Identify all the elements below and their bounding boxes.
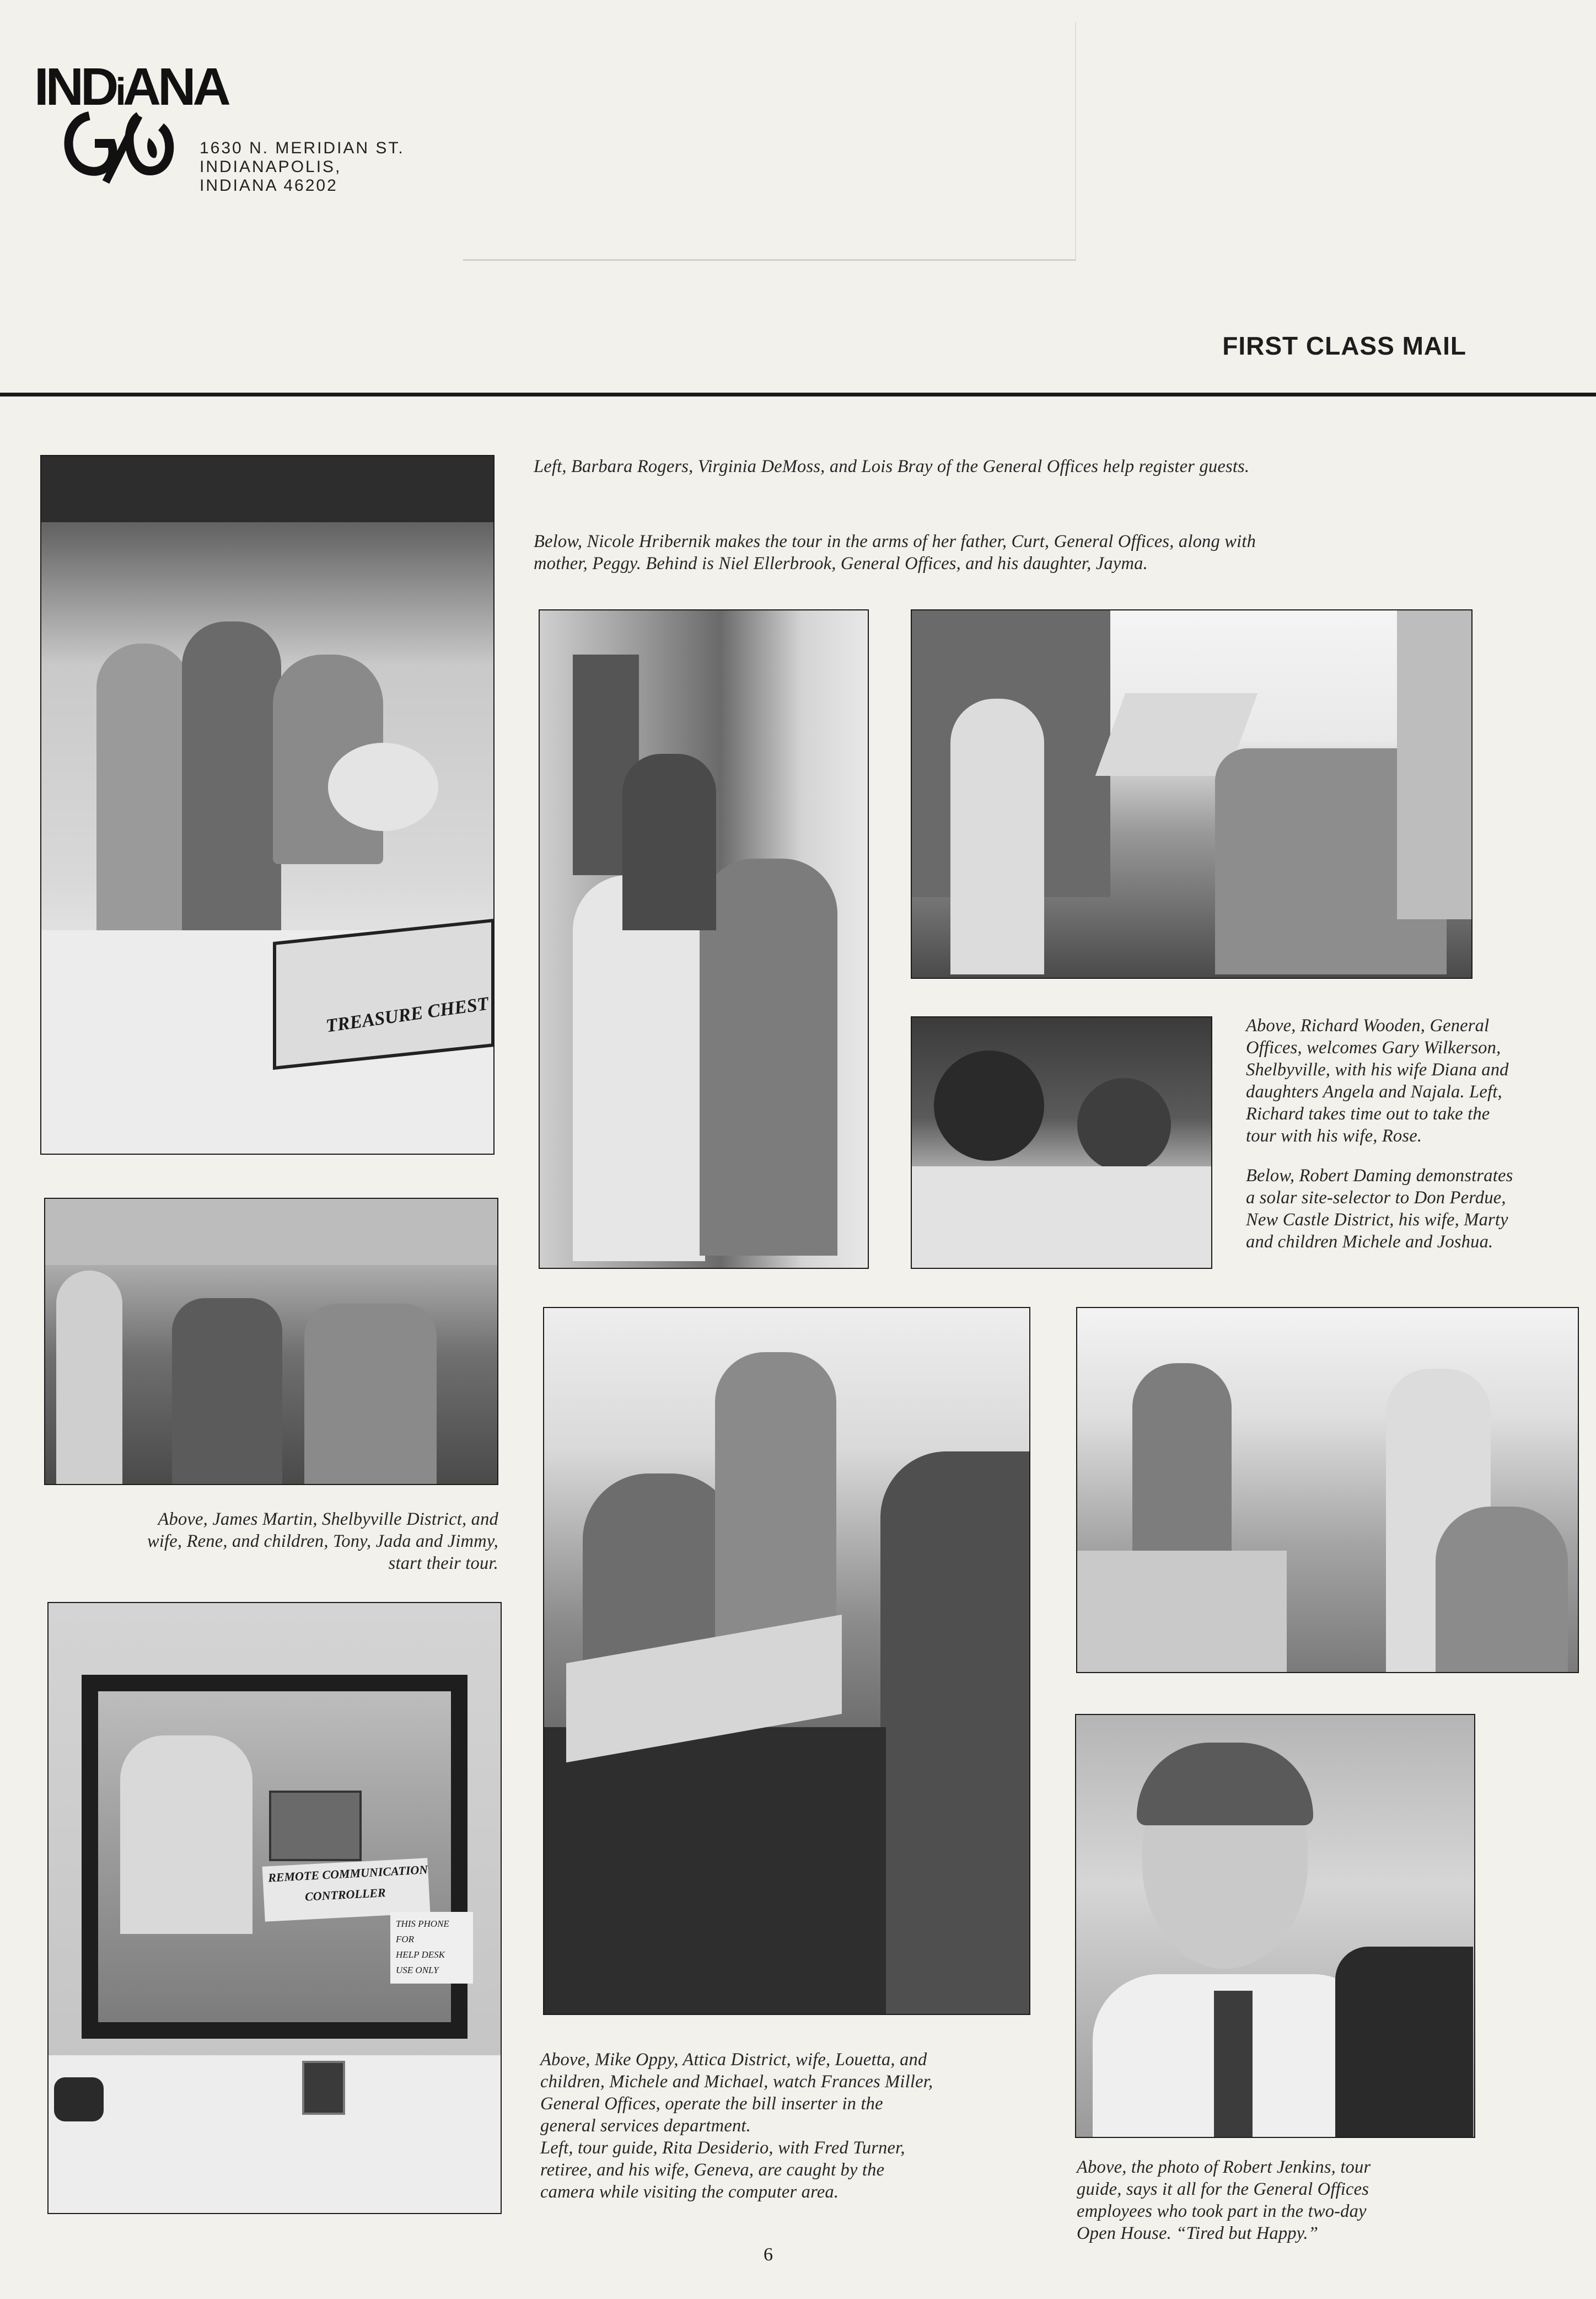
photo-registration-desk bbox=[40, 455, 495, 1155]
desk bbox=[1077, 1551, 1287, 1672]
photo-computer-area bbox=[47, 1602, 502, 2214]
caption-line: start their tour. bbox=[388, 1553, 498, 1573]
portrait-hair bbox=[1137, 1743, 1313, 1825]
photo-wooden-couple bbox=[911, 1016, 1212, 1269]
caption-martin bbox=[44, 1508, 498, 1574]
note-line: THIS PHONE bbox=[396, 1918, 449, 1929]
address-line-3: INDIANA 46202 bbox=[200, 176, 338, 195]
caption-wooden bbox=[1246, 1015, 1509, 1147]
telephone-icon bbox=[54, 2077, 104, 2121]
caption-daming bbox=[1246, 1165, 1513, 1253]
logo-indiana: INDiANA bbox=[34, 57, 228, 116]
treasure-chest-label: TREASURE CHEST bbox=[324, 993, 490, 1037]
caption-line: camera while visiting the computer area. bbox=[540, 2182, 839, 2202]
caption-line: New Castle District, his wife, Marty bbox=[1246, 1210, 1508, 1230]
flower-bouquet bbox=[328, 743, 438, 831]
person-head bbox=[1077, 1078, 1171, 1172]
caption-line: and children Michele and Joshua. bbox=[1246, 1232, 1493, 1252]
caption-line: wife, Rene, and children, Tony, Jada and Jimmy, bbox=[147, 1531, 498, 1551]
person-figure bbox=[304, 1304, 437, 1484]
caption-line: Above, James Martin, Shelbyville District, and bbox=[158, 1509, 498, 1529]
person-figure bbox=[96, 644, 190, 974]
portrait-jacket bbox=[1335, 1947, 1473, 2137]
computer-terminal bbox=[269, 1791, 362, 1861]
caption-line: retiree, and his wife, Geneva, are caught by the bbox=[540, 2160, 885, 2180]
person-figure bbox=[182, 621, 281, 974]
mailing-address bbox=[200, 139, 431, 195]
caption-line: employees who took part in the two-day bbox=[1077, 2201, 1367, 2221]
person-figure bbox=[172, 1298, 282, 1484]
person-figure bbox=[573, 875, 705, 1261]
caption-registration-text: Left, Barbara Rogers, Virginia DeMoss, and Lois Bray of the General Offices help register guests. bbox=[534, 457, 1250, 476]
person-figure bbox=[56, 1271, 122, 1484]
photo-hallway-tour bbox=[539, 609, 869, 1269]
caption-line: general services department. bbox=[540, 2116, 751, 2136]
caption-line: Above, Mike Oppy, Attica District, wife, Louetta, and bbox=[540, 2050, 927, 2070]
tent-canopy bbox=[45, 1199, 497, 1265]
building-facade bbox=[1397, 610, 1471, 919]
caption-oppy bbox=[540, 2049, 933, 2203]
person-figure bbox=[950, 699, 1044, 974]
photo-martin-family bbox=[44, 1198, 498, 1485]
caption-line: children, Michele and Michael, watch Frances Miller, bbox=[540, 2072, 933, 2092]
caption-line: a solar site-selector to Don Perdue, bbox=[1246, 1188, 1506, 1208]
person-figure bbox=[1436, 1507, 1568, 1672]
page-number: 6 bbox=[764, 2244, 773, 2265]
caption-line: Offices, welcomes Gary Wilkerson, bbox=[1246, 1038, 1501, 1058]
note-line: HELP DESK bbox=[396, 1949, 445, 1960]
person-figure bbox=[622, 754, 716, 930]
person-head bbox=[934, 1051, 1044, 1161]
help-desk-note-text bbox=[396, 1916, 449, 1978]
person-figure bbox=[715, 1352, 836, 1661]
indiana-gas-logo bbox=[34, 57, 228, 199]
caption-line: Left, tour guide, Rita Desiderio, with Fred Turner, bbox=[540, 2138, 905, 2158]
caption-line: Below, Nicole Hribernik makes the tour in the arms of her father, Curt, General Offices, along with bbox=[534, 532, 1256, 551]
header-divider bbox=[0, 393, 1596, 396]
portrait-tie bbox=[1214, 1991, 1253, 2137]
note-line: FOR bbox=[396, 1934, 415, 1944]
caption-line: daughters Angela and Najala. Left, bbox=[1246, 1082, 1502, 1102]
caption-jenkins bbox=[1077, 2156, 1371, 2244]
photo-jenkins-portrait bbox=[1075, 1714, 1475, 2138]
gas-flame-logo-icon bbox=[56, 105, 189, 199]
caption-line: Shelbyville, with his wife Diana and bbox=[1246, 1060, 1509, 1080]
address-line-2: INDIANAPOLIS, bbox=[200, 158, 342, 176]
caption-line: Above, the photo of Robert Jenkins, tour bbox=[1077, 2157, 1371, 2177]
treasure-chest-box bbox=[273, 919, 495, 1070]
sign-line-2: CONTROLLER bbox=[304, 1885, 386, 1904]
note-line: USE ONLY bbox=[396, 1965, 439, 1975]
photo-solar-demo bbox=[1076, 1307, 1579, 1673]
caption-line: guide, says it all for the General Offices bbox=[1077, 2179, 1369, 2199]
sign-line-1: REMOTE COMMUNICATION bbox=[267, 1862, 428, 1885]
photo-bill-inserter bbox=[543, 1307, 1030, 2015]
picture-frame bbox=[302, 2061, 345, 2115]
caption-hribernik bbox=[534, 530, 1256, 575]
person-figure bbox=[880, 1451, 1029, 2014]
caption-line: Richard takes time out to take the bbox=[1246, 1104, 1490, 1124]
address-line-1: 1630 N. MERIDIAN ST. bbox=[200, 139, 405, 157]
desk-surface bbox=[49, 2055, 501, 2213]
photo-outdoor-welcome bbox=[911, 609, 1473, 979]
caption-line: tour with his wife, Rose. bbox=[1246, 1126, 1422, 1146]
mailing-label-area bbox=[463, 22, 1076, 261]
person-figure bbox=[700, 859, 837, 1256]
caption-line: General Offices, operate the bill inserter in the bbox=[540, 2094, 883, 2114]
mail-class-label: FIRST CLASS MAIL bbox=[1222, 331, 1466, 360]
caption-line: Above, Richard Wooden, General bbox=[1246, 1016, 1490, 1036]
patterned-shirts bbox=[912, 1166, 1211, 1268]
tent-ceiling bbox=[41, 456, 493, 522]
caption-line: Open House. “Tired but Happy.” bbox=[1077, 2223, 1319, 2243]
inserter-machine bbox=[544, 1727, 886, 2014]
caption-line: mother, Peggy. Behind is Niel Ellerbrook, General Offices, and his daughter, Jayma. bbox=[534, 554, 1148, 574]
caption-registration bbox=[534, 455, 1249, 478]
caption-line: Below, Robert Daming demonstrates bbox=[1246, 1166, 1513, 1186]
person-figure bbox=[120, 1735, 252, 1934]
